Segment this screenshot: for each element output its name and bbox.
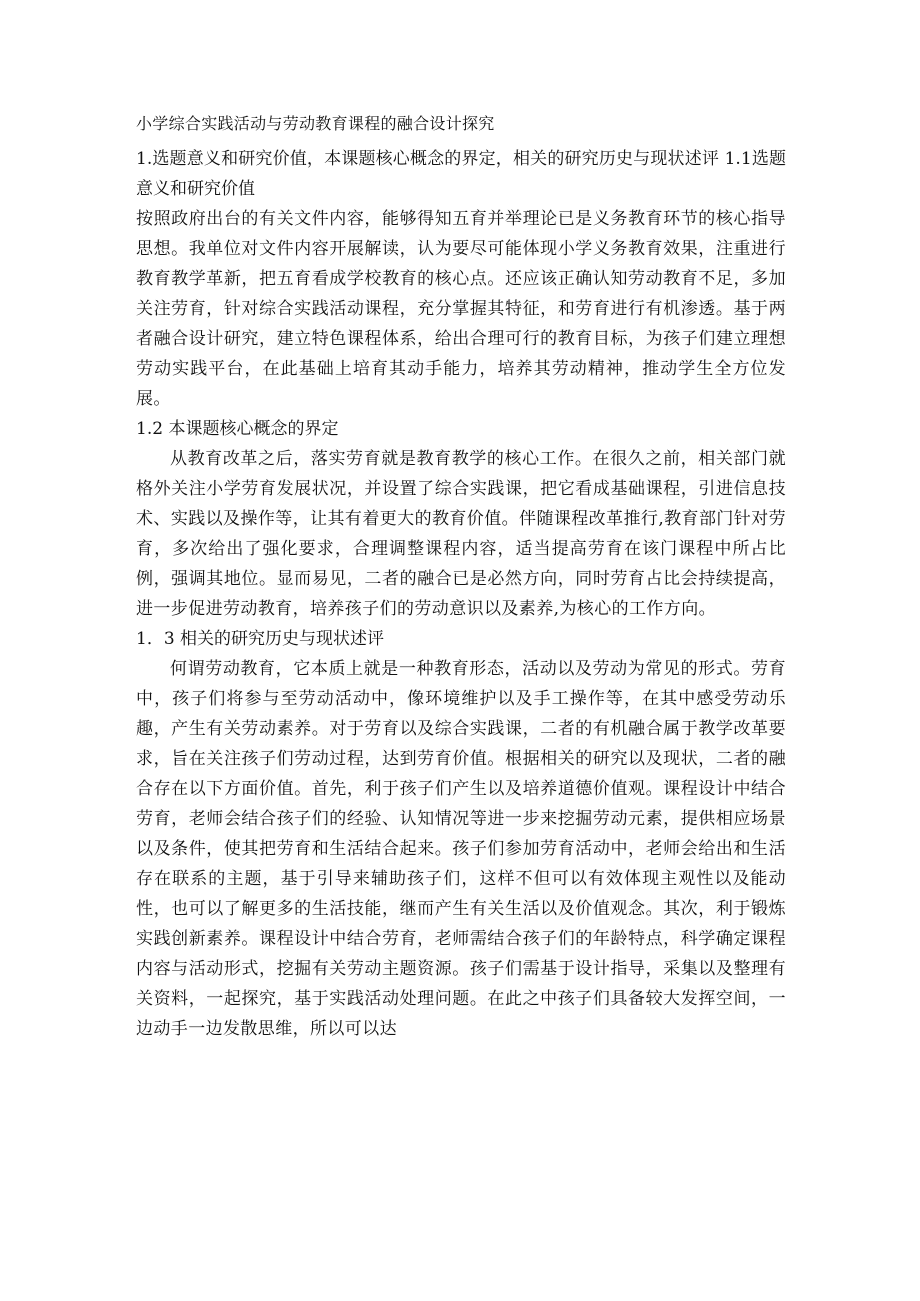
paragraph-2: 从教育改革之后，落实劳育就是教育教学的核心工作。在很久之前，相关部门就格外关注小学劳育发展状况，并设置了综合实践课，把它看成基础课程，引进信息技术、实践以及操作等，让其有着更大的教育价值。伴随课程改革推行,教育部门针对劳育，多次给出了强化要求，合理调整课程内容，适当提高劳育在该门课程中所占比例，强调其地位。显而易见，二者的融合已是必然方向，同时劳育占比会持续提高，进一步促进劳动教育，培养孩子们的劳动意识以及素养,为核心的工作方向。: [136, 449, 786, 619]
section-heading-1-3: 1．3 相关的研究历史与现状述评: [136, 629, 385, 649]
section-heading-1-2: 1.2 本课题核心概念的界定: [136, 419, 339, 439]
paragraph-3: 何谓劳动教育，它本质上就是一种教育形态，活动以及劳动为常见的形式。劳育中，孩子们将参与至劳动活动中，像环境维护以及手工操作等，在其中感受劳动乐趣，产生有关劳动素养。对于劳育以及综合实践课，二者的有机融合属于教学改革要求，旨在关注孩子们劳动过程，达到劳育价值。根据相关的研究以及现状，二者的融合存在以下方面价值。首先，利于孩子们产生以及培养道德价值观。课程设计中结合劳育，老师会结合孩子们的经验、认知情况等进一步来挖掘劳动元素，提供相应场景以及条件，使其把劳育和生活结合起来。孩子们参加劳育活动中，老师会给出和生活存在联系的主题，基于引导来辅助孩子们，这样不但可以有效体现主观性以及能动性，也可以了解更多的生活技能，继而产生有关生活以及价值观念。其次，利于锻炼实践创新素养。课程设计中结合劳育，老师需结合孩子们的年龄特点，科学确定课程内容与活动形式，挖掘有关劳动主题资源。孩子们需基于设计指导，采集以及整理有关资料，一起探究，基于实践活动处理问题。在此之中孩子们具备较大发挥空间，一边动手一边发散思维，所以可以达: [136, 659, 786, 1039]
document-page: [136, 114, 786, 1044]
paragraph-1: 按照政府出台的有关文件内容，能够得知五育并举理论已是义务教育环节的核心指导思想。我单位对文件内容开展解读，认为要尽可能体现小学义务教育效果，注重进行教育教学革新，把五育看成学校教育的核心点。还应该正确认知劳动教育不足，多加关注劳育，针对综合实践活动课程，充分掌握其特征，和劳育进行有机渗透。基于两者融合设计研究，建立特色课程体系，给出合理可行的教育目标，为孩子们建立理想劳动实践平台，在此基础上培育其动手能力，培养其劳动精神，推动学生全方位发展。: [136, 209, 786, 409]
document-title: 小学综合实践活动与劳动教育课程的融合设计探究: [136, 114, 495, 133]
section-heading-1: 1.选题意义和研究价值，本课题核心概念的界定，相关的研究历史与现状述评 1.1选题意义和研究价值: [136, 149, 786, 199]
